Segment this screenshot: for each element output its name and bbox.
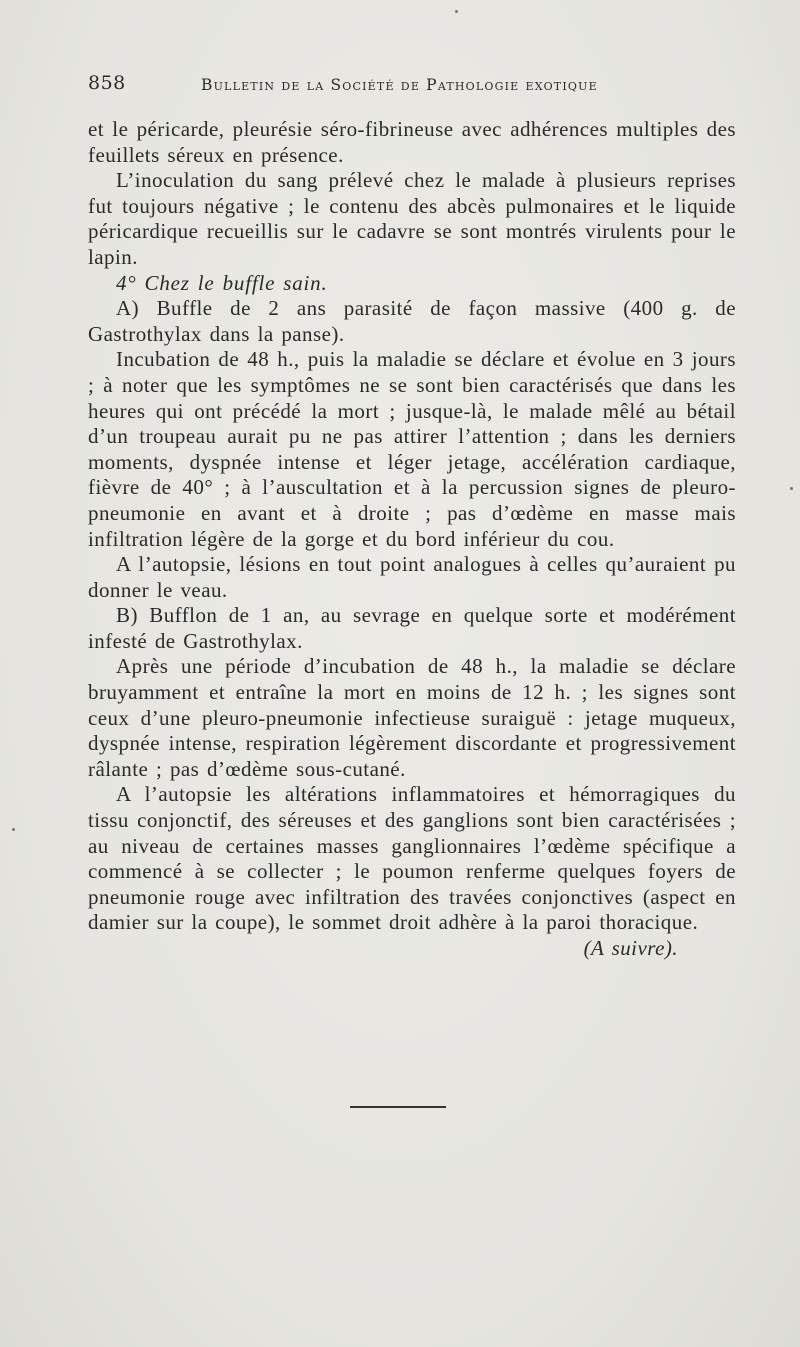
- end-rule: [350, 1106, 446, 1108]
- paragraph-3: A) Buffle de 2 ans parasité de façon massive (400 g. de Gastrothylax dans la panse).: [88, 296, 736, 346]
- paragraph-8: [88, 782, 736, 960]
- paper-speck: [790, 487, 793, 490]
- paragraph-2: L’inoculation du sang prélevé chez le malade à plusieurs reprises fut toujours négative ; le contenu des abcès pulmonaires et le liquide péricardique recueillis sur le cadavre se sont montrés virulents pour le lapin.: [88, 168, 736, 269]
- paragraph-8-text: A l’autopsie les altérations inflammatoires et hémorragiques du tissu conjonctif, des séreuses et des ganglions sont bien caractérisées ; au niveau de certaines masses ganglionnaires l’œdème spécifique a commencé à se collecter ; le poumon renferme quelques foyers de pneumonie rouge avec infiltration des travées conjonctives (aspect en damier sur la coupe), le sommet droit adhère à la paroi thoracique.: [88, 782, 736, 935]
- paragraph-4: Incubation de 48 h., puis la maladie se déclare et évolue en 3 jours ; à noter que les symptômes ne se sont bien caractérisés que dans les heures qui ont précédé la mort ; jusque-là, le malade mêlé au bétail d’un troupeau aurait pu ne pas attirer l’attention ; dans les derniers moments, dyspnée intense et léger jetage, accélération cardiaque, fièvre de 40° ; à l’auscultation et à la percussion signes de pleuro-pneumonie en avant et à droite ; pas d’œdème en masse mais infiltration légère de la gorge et du bord inférieur du cou.: [88, 347, 736, 551]
- paragraph-1: et le péricarde, pleurésie séro-fibrineuse avec adhérences multiples des feuillets séreux en présence.: [88, 117, 736, 167]
- article-body: [88, 117, 736, 962]
- paragraph-7: Après une période d’incubation de 48 h., la maladie se déclare bruyamment et entraîne la mort en moins de 12 h. ; les signes sont ceux d’une pleuro-pneumonie infectieuse suraiguë : jetage muqueux, dyspnée intense, respiration légèrement discordante et progressivement râlante ; pas d’œdème sous-cutané.: [88, 654, 736, 781]
- paragraph-6: B) Bufflon de 1 an, au sevrage en quelque sorte et modérément infesté de Gastrothylax.: [88, 603, 736, 653]
- running-head: [88, 72, 640, 102]
- paper-speck: [455, 10, 458, 13]
- journal-title: Bulletin de la Société de Pathologie exotique: [201, 76, 598, 94]
- paper-speck: [12, 828, 15, 831]
- paragraph-5: A l’autopsie, lésions en tout point analogues à celles qu’auraient pu donner le veau.: [88, 552, 736, 602]
- page-number: 858: [88, 72, 126, 94]
- to-be-continued: (A suivre).: [583, 936, 678, 960]
- section-heading: 4° Chez le buffle sain.: [116, 270, 328, 295]
